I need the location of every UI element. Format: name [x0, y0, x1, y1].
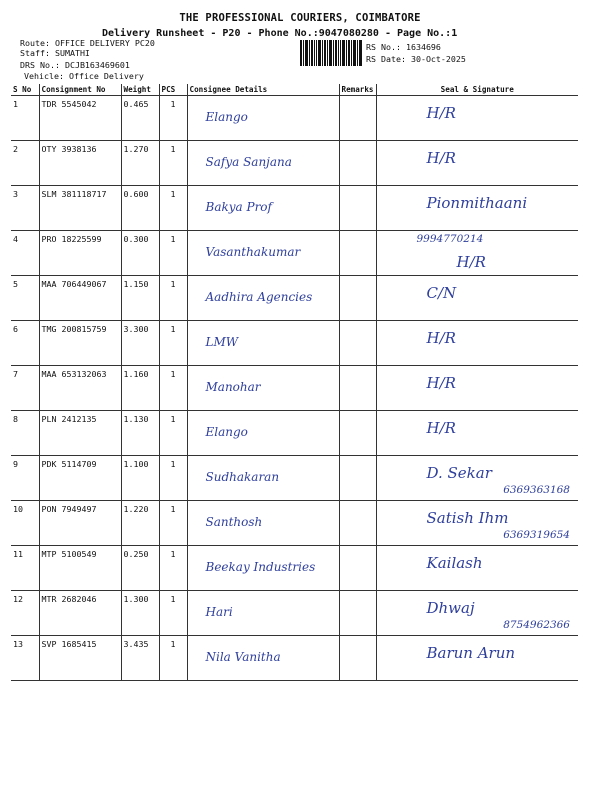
cell-weight: 1.300: [121, 591, 159, 636]
col-consignee-details: Consignee Details: [187, 84, 339, 96]
cell-sno: 6: [11, 321, 39, 366]
consignee-handwriting: Santhosh: [205, 515, 263, 529]
cell-weight: 1.150: [121, 276, 159, 321]
cell-pcs: 1: [159, 96, 187, 141]
col-weight: Weight: [121, 84, 159, 96]
vehicle-label: Vehicle: Office Delivery: [24, 71, 144, 81]
cell-pcs: 1: [159, 591, 187, 636]
cell-consignment-no: PDK 5114709: [39, 456, 121, 501]
signature-handwriting: H/R: [426, 374, 456, 392]
cell-remarks: [339, 186, 376, 231]
consignee-handwriting: Beekay Industries: [205, 560, 316, 574]
cell-consignment-no: MAA 653132063: [39, 366, 121, 411]
cell-remarks: [339, 231, 376, 276]
cell-consignment-no: MTR 2682046: [39, 591, 121, 636]
cell-remarks: [339, 96, 376, 141]
consignee-handwriting: Manohar: [205, 380, 261, 394]
table-header-row: [11, 84, 578, 96]
cell-sno: 11: [11, 546, 39, 591]
table-row: [11, 141, 578, 186]
cell-pcs: 1: [159, 276, 187, 321]
cell-consignee: [187, 366, 339, 411]
cell-remarks: [339, 501, 376, 546]
cell-weight: 0.250: [121, 546, 159, 591]
cell-signature: [376, 591, 578, 636]
consignee-handwriting: Aadhira Agencies: [205, 290, 313, 304]
cell-weight: 1.130: [121, 411, 159, 456]
signature-handwriting: Dhwaj: [426, 599, 475, 617]
cell-remarks: [339, 366, 376, 411]
cell-pcs: 1: [159, 411, 187, 456]
cell-sno: 4: [11, 231, 39, 276]
consignee-handwriting: Nila Vanitha: [205, 650, 281, 664]
cell-consignee: [187, 591, 339, 636]
signature-handwriting: D. Sekar: [426, 464, 492, 482]
cell-pcs: 1: [159, 231, 187, 276]
phone-handwriting: 6369363168: [503, 484, 570, 496]
barcode: [300, 40, 362, 66]
route-label: Route: OFFICE DELIVERY PC20: [20, 38, 155, 48]
cell-consignment-no: TDR 5545042: [39, 96, 121, 141]
cell-consignee: [187, 636, 339, 681]
staff-label: Staff: SUMATHI: [20, 48, 90, 58]
company-name: THE PROFESSIONAL COURIERS, COIMBATORE: [179, 12, 421, 24]
cell-remarks: [339, 636, 376, 681]
cell-consignment-no: SVP 1685415: [39, 636, 121, 681]
cell-weight: 0.465: [121, 96, 159, 141]
consignee-handwriting: Bakya Prof: [205, 200, 272, 214]
cell-consignee: [187, 411, 339, 456]
cell-signature: [376, 636, 578, 681]
cell-consignment-no: PRO 18225599: [39, 231, 121, 276]
cell-signature: [376, 456, 578, 501]
signature-handwriting: Pionmithaani: [426, 194, 528, 212]
cell-sno: 7: [11, 366, 39, 411]
table-row: [11, 411, 578, 456]
cell-consignment-no: PLN 2412135: [39, 411, 121, 456]
table-row: [11, 231, 578, 276]
consignee-handwriting: Sudhakaran: [205, 470, 280, 484]
runsheet-title: Delivery Runsheet - P20 - Phone No.:9047080280 - Page No.:1: [102, 28, 458, 39]
signature-handwriting: H/R: [426, 419, 456, 437]
cell-weight: 0.600: [121, 186, 159, 231]
cell-remarks: [339, 411, 376, 456]
cell-consignee: [187, 321, 339, 366]
signature-handwriting: Barun Arun: [426, 644, 516, 662]
cell-weight: 1.160: [121, 366, 159, 411]
cell-sno: 8: [11, 411, 39, 456]
cell-consignment-no: TMG 200815759: [39, 321, 121, 366]
col-consignment-no: Consignment No: [39, 84, 121, 96]
cell-consignee: [187, 141, 339, 186]
phone-handwriting: 8754962366: [503, 619, 570, 631]
table-row: [11, 321, 578, 366]
consignee-handwriting: Hari: [205, 605, 233, 619]
cell-consignee: [187, 501, 339, 546]
cell-pcs: 1: [159, 456, 187, 501]
rs-number: RS No.: 1634696: [366, 42, 441, 52]
cell-signature: [376, 366, 578, 411]
cell-remarks: [339, 456, 376, 501]
cell-weight: 3.300: [121, 321, 159, 366]
cell-pcs: 1: [159, 546, 187, 591]
cell-signature: [376, 546, 578, 591]
cell-pcs: 1: [159, 186, 187, 231]
signature-handwriting: H/R: [426, 104, 456, 122]
cell-consignee: [187, 186, 339, 231]
col-seal-signature: Seal & Signature: [376, 84, 578, 96]
runsheet-table: [11, 84, 578, 681]
signature-handwriting: Satish Ihm: [426, 509, 509, 527]
cell-signature: [376, 321, 578, 366]
signature-handwriting: Kailash: [426, 554, 483, 572]
drs-number: DRS No.: DCJB163469601: [20, 60, 130, 70]
cell-signature: [376, 96, 578, 141]
cell-consignment-no: MAA 706449067: [39, 276, 121, 321]
cell-sno: 2: [11, 141, 39, 186]
table-row: [11, 276, 578, 321]
cell-signature: [376, 276, 578, 321]
cell-pcs: 1: [159, 141, 187, 186]
signature-handwriting: H/R: [426, 149, 456, 167]
cell-weight: 1.220: [121, 501, 159, 546]
cell-sno: 12: [11, 591, 39, 636]
cell-sno: 5: [11, 276, 39, 321]
cell-consignee: [187, 96, 339, 141]
cell-consignment-no: OTY 3938136: [39, 141, 121, 186]
signature-handwriting: C/N: [426, 284, 457, 302]
cell-remarks: [339, 546, 376, 591]
cell-weight: 3.435: [121, 636, 159, 681]
cell-signature: [376, 501, 578, 546]
cell-remarks: [339, 141, 376, 186]
cell-consignee: [187, 456, 339, 501]
cell-consignment-no: PON 7949497: [39, 501, 121, 546]
cell-remarks: [339, 321, 376, 366]
signature-handwriting: H/R: [426, 329, 456, 347]
signature-handwriting: H/R: [456, 253, 486, 271]
cell-remarks: [339, 591, 376, 636]
table-row: [11, 186, 578, 231]
cell-signature: [376, 231, 578, 276]
cell-pcs: 1: [159, 636, 187, 681]
cell-signature: [376, 186, 578, 231]
table-row: [11, 96, 578, 141]
table-row: [11, 366, 578, 411]
cell-remarks: [339, 276, 376, 321]
table-row: [11, 546, 578, 591]
cell-sno: 3: [11, 186, 39, 231]
cell-sno: 13: [11, 636, 39, 681]
cell-weight: 1.100: [121, 456, 159, 501]
phone-handwriting: 6369319654: [503, 529, 570, 541]
cell-signature: [376, 141, 578, 186]
cell-consignment-no: MTP 5100549: [39, 546, 121, 591]
table-row: [11, 456, 578, 501]
col-remarks: Remarks: [339, 84, 376, 96]
cell-consignment-no: SLM 381118717: [39, 186, 121, 231]
col-pcs: PCS: [159, 84, 187, 96]
cell-sno: 9: [11, 456, 39, 501]
cell-sno: 1: [11, 96, 39, 141]
cell-signature: [376, 411, 578, 456]
table-row: [11, 501, 578, 546]
cell-consignee: [187, 276, 339, 321]
cell-sno: 10: [11, 501, 39, 546]
consignee-handwriting: Vasanthakumar: [205, 245, 301, 259]
cell-consignee: [187, 546, 339, 591]
cell-weight: 1.270: [121, 141, 159, 186]
cell-consignee: [187, 231, 339, 276]
cell-pcs: 1: [159, 501, 187, 546]
consignee-handwriting: LMW: [205, 335, 239, 349]
consignee-handwriting: Elango: [205, 425, 248, 439]
table-row: [11, 636, 578, 681]
cell-weight: 0.300: [121, 231, 159, 276]
rs-date: RS Date: 30-Oct-2025: [366, 54, 466, 64]
cell-pcs: 1: [159, 366, 187, 411]
consignee-handwriting: Elango: [205, 110, 248, 124]
phone-handwriting: 9994770214: [416, 233, 484, 245]
col-sno: S No: [11, 84, 39, 96]
cell-pcs: 1: [159, 321, 187, 366]
consignee-handwriting: Safya Sanjana: [205, 155, 292, 169]
table-row: [11, 591, 578, 636]
